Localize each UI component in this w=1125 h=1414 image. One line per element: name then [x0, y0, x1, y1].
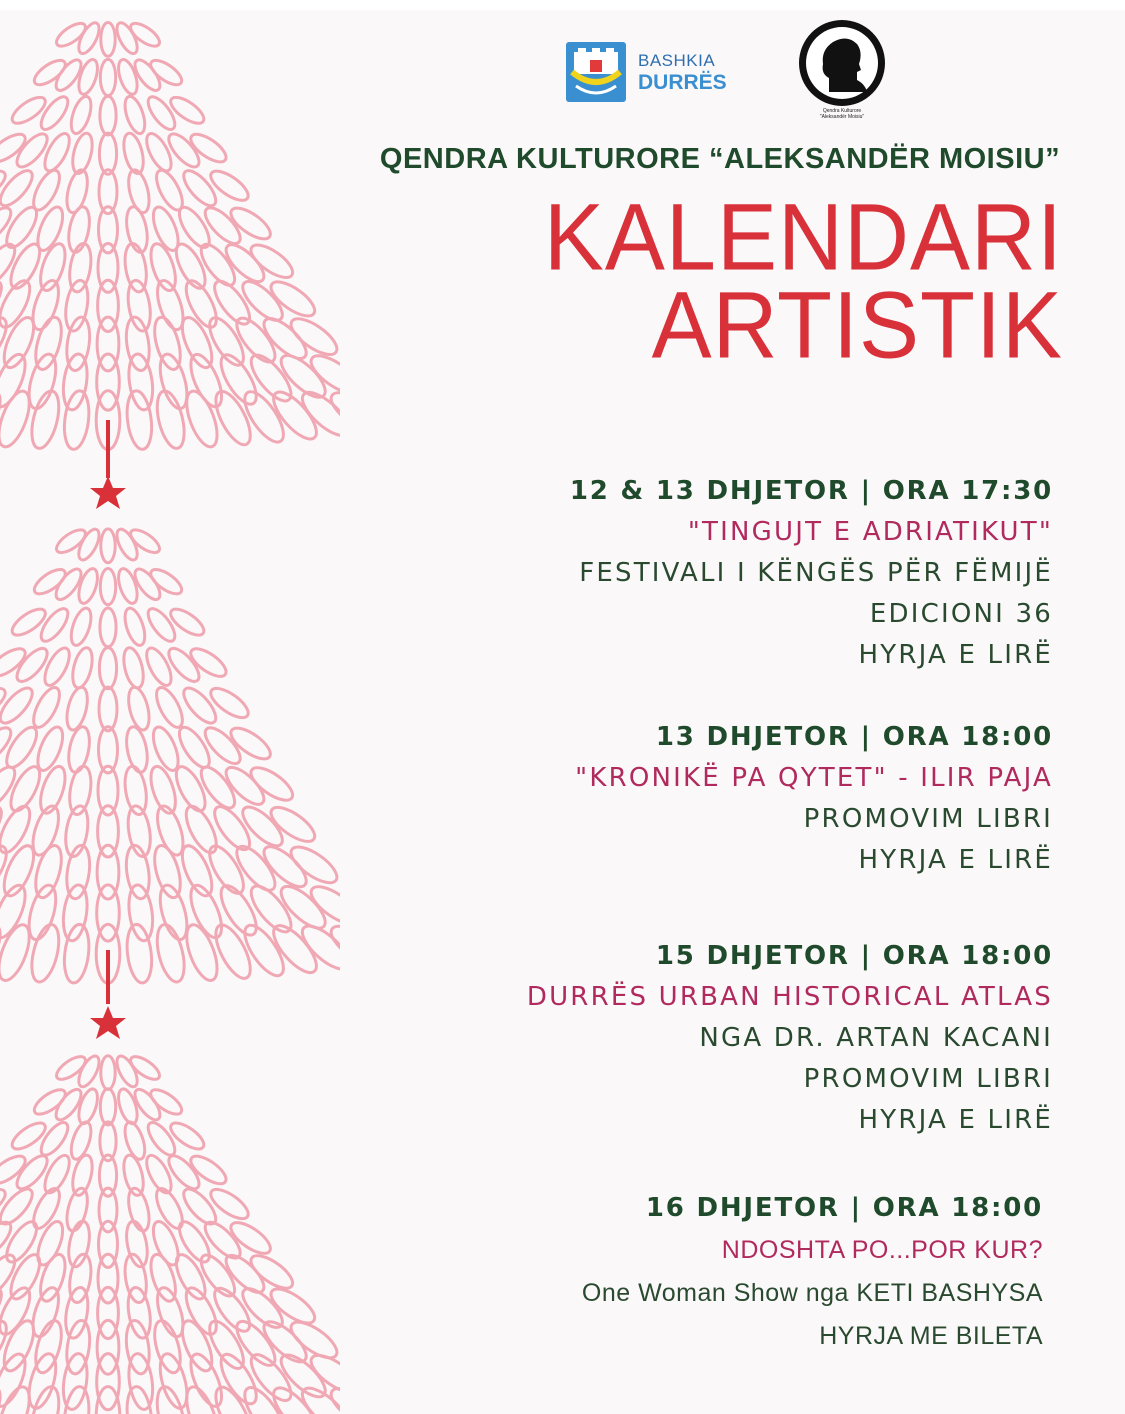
event-name: NDOSHTA PO...POR KUR? — [721, 1236, 1043, 1264]
tree-feather — [176, 842, 218, 900]
event-detail: One Woman Show nga KETI BASHYSA — [581, 1279, 1043, 1307]
tree-feather — [286, 841, 340, 890]
tree-feather — [99, 687, 117, 731]
tree-feather — [206, 683, 252, 723]
tree-feather — [125, 1286, 154, 1340]
tree-feather — [142, 644, 176, 688]
city-crest-icon — [566, 42, 626, 102]
tree-feather — [8, 93, 49, 129]
tree-feather — [31, 1085, 69, 1118]
tree-feather — [246, 239, 297, 283]
tree-feather — [246, 762, 297, 806]
tree-feather — [40, 130, 74, 174]
organizer-name: QENDRA KULTURORE “ALEKSANDËR MOISIU” — [379, 143, 1061, 175]
tree-feather — [127, 526, 163, 557]
event-detail: HYRJA E LIRË — [858, 1105, 1053, 1135]
event-detail: EDICIONI 36 — [869, 599, 1053, 629]
tree-feather — [306, 880, 340, 931]
tree-feather — [127, 19, 163, 50]
tree-feather — [67, 94, 95, 136]
tree-feather — [286, 312, 340, 361]
tree-feather — [99, 648, 116, 689]
event-datetime: 12 & 13 DHJETOR | ORA 17:30 — [569, 476, 1053, 506]
tree-feather — [31, 565, 69, 598]
tree-feather — [31, 843, 67, 901]
tree-feather — [60, 353, 90, 412]
tree-feather — [115, 1087, 141, 1126]
logo-caption: Qendra Kulturore "Aleksandër Moisiu" — [819, 108, 865, 120]
tree-feather — [75, 566, 101, 605]
event-detail: HYRJA ME BILETA — [819, 1322, 1043, 1350]
tree-feather — [100, 96, 116, 135]
tree-feather — [8, 1118, 49, 1154]
tree-feather — [127, 1052, 163, 1083]
tree-feather — [206, 1184, 252, 1224]
tree-feather — [100, 59, 115, 95]
tree-feather — [27, 388, 64, 451]
tree-feather — [176, 314, 218, 372]
tree-feather — [8, 604, 49, 640]
christmas-tree-decoration — [0, 0, 340, 1414]
event-detail: HYRJA E LIRË — [858, 845, 1053, 875]
tree-feather — [152, 388, 189, 451]
tree-feather — [1, 723, 42, 772]
tree-feather — [151, 1185, 187, 1232]
tree-feather — [101, 529, 115, 563]
tree-feather — [75, 57, 101, 96]
tree-feather — [246, 1250, 297, 1294]
event-detail: NGA DR. ARTAN KACANI — [699, 1023, 1053, 1053]
event-block — [373, 936, 1053, 1141]
tree-feather — [167, 604, 208, 640]
tree-feather — [147, 1085, 185, 1118]
tree-feather — [150, 843, 186, 901]
tree-feather — [100, 608, 116, 647]
tree-feather — [61, 389, 91, 450]
tree-feather — [167, 1118, 208, 1154]
tree-feather — [206, 166, 252, 206]
tree-feather — [126, 1352, 156, 1411]
tree-feather — [125, 685, 153, 732]
tree-feather — [101, 1056, 115, 1090]
tree-feather — [63, 685, 91, 732]
tree-feather — [115, 566, 141, 605]
tree-feather — [97, 1354, 120, 1410]
event-name: DURRËS URBAN HISTORICAL ATLAS — [526, 982, 1053, 1012]
tree-feather — [147, 565, 185, 598]
event-datetime: 13 DHJETOR | ORA 18:00 — [655, 722, 1053, 752]
event-detail: HYRJA E LIRË — [858, 640, 1053, 670]
event-datetime: 16 DHJETOR | ORA 18:00 — [645, 1193, 1043, 1223]
event-detail: FESTIVALI I KËNGËS PËR FËMIJË — [579, 558, 1053, 588]
profile-silhouette-icon — [799, 20, 885, 106]
tree-feather — [151, 684, 187, 731]
tree-feather — [0, 129, 29, 167]
tree-feather — [124, 389, 154, 450]
event-detail: PROMOVIM LIBRI — [803, 804, 1053, 834]
page-title-line-1: KALENDARI — [543, 185, 1063, 291]
tree-feather — [62, 1286, 91, 1340]
tree-feather — [97, 1320, 119, 1374]
event-name: "TINGUJT E ADRIATIKUT" — [687, 517, 1053, 547]
event-block — [373, 717, 1053, 881]
tree-feather — [100, 569, 115, 605]
bashkia-label: BASHKIA — [638, 51, 716, 70]
tree-feather — [40, 644, 74, 688]
event-block — [363, 1188, 1043, 1358]
tree-feather — [0, 644, 29, 682]
tree-feather — [99, 133, 116, 174]
tree-feather — [167, 93, 208, 129]
tree-feather — [147, 56, 185, 89]
event-name: "KRONIKË PA QYTET" - ILIR PAJA — [575, 763, 1053, 793]
tree-feather — [174, 723, 215, 772]
event-detail: PROMOVIM LIBRI — [803, 1064, 1053, 1094]
tree-feather — [0, 1151, 29, 1189]
bashkia-durres-logo — [566, 42, 736, 104]
durres-label: DURRËS — [638, 71, 727, 94]
tree-feather — [121, 1120, 149, 1162]
tree-feather — [101, 23, 115, 57]
event-datetime: 15 DHJETOR | ORA 18:00 — [655, 941, 1053, 971]
tree-feather — [67, 1120, 95, 1162]
tree-feather — [28, 1185, 64, 1232]
tree-feather — [115, 57, 141, 96]
page-title-line-2: ARTISTIK — [651, 273, 1063, 379]
tree-feather — [67, 606, 95, 648]
tree-feather — [142, 130, 176, 174]
tree-feather — [100, 1089, 115, 1125]
tree-feather — [67, 765, 95, 816]
tree-feather — [31, 56, 69, 89]
star-icon — [90, 420, 126, 509]
qendra-kulturore-logo — [797, 20, 887, 130]
tree-feather — [60, 1352, 90, 1411]
tree-feather — [28, 684, 64, 731]
tree-feather — [120, 646, 147, 690]
event-block — [373, 471, 1053, 676]
tree-feather — [126, 353, 156, 412]
tree-feather — [75, 1087, 101, 1126]
tree-feather — [121, 94, 149, 136]
tree-feather — [69, 646, 96, 690]
tree-feather — [121, 606, 149, 648]
tree-feather — [122, 765, 150, 816]
